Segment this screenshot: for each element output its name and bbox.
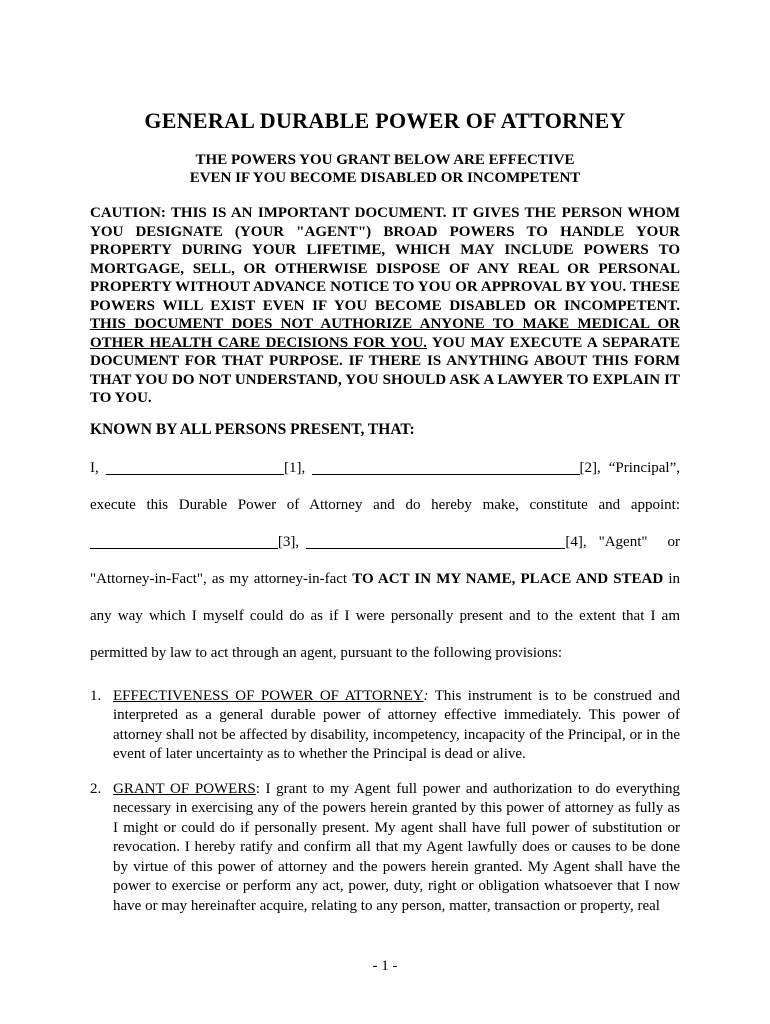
- attorney-line-pre: "Attorney-in-Fact", as my attorney-in-fact: [90, 570, 348, 587]
- attorney-line-bold: TO ACT IN MY NAME, PLACE AND STEAD: [352, 570, 664, 587]
- item-body-1: This instrument is to be construed and interpreted as a general durable power of attorney effective immediately. This power of attorney shall not be affected by disability, incompetency, incapacity of the Principal, or in the event of later uncertainty as to whether the Principal is dead or alive.: [113, 687, 680, 762]
- page-number: - 1 -: [372, 958, 398, 974]
- field-label-1: [1],: [283, 459, 306, 476]
- list-item-effectiveness: [90, 687, 680, 765]
- caution-text-underlined: THIS DOCUMENT DOES NOT AUTHORIZE ANYONE TO MAKE MEDICAL OR OTHER HEALTH CARE DECISIONS FOR YOU.: [90, 316, 680, 351]
- principal-line-suffix: “Principal”,: [608, 459, 680, 476]
- item-colon-1: :: [423, 687, 429, 704]
- blank-field-1[interactable]: [106, 474, 284, 475]
- field-label-3: [3],: [277, 533, 300, 550]
- blank-field-3[interactable]: [90, 548, 278, 549]
- document-title: GENERAL DURABLE POWER OF ATTORNEY: [144, 108, 626, 133]
- item-heading-1: EFFECTIVENESS OF POWER OF ATTORNEY: [113, 687, 424, 704]
- caution-text-post: YOU MAY EXECUTE A SEPARATE DOCUMENT FOR THAT PURPOSE. IF THERE IS ANYTHING ABOUT THIS FORM THAT YOU DO NOT UNDERSTAND, YOU SHOULD ASK A LAWYER TO EXPLAIN IT TO YOU.: [90, 334, 680, 406]
- subtitle-line-2: EVEN IF YOU BECOME DISABLED OR INCOMPETENT: [189, 170, 581, 186]
- caution-paragraph: [90, 204, 680, 408]
- principal-line: [90, 458, 680, 478]
- item-number-2: 2.: [90, 780, 102, 797]
- item-body-2: I grant to my Agent full power and authorization to do everything necessary in exercising any of the powers herein granted by this power of attorney as fully as I might or could do if personally present. My agent shall have full power of substitution or revocation. I hereby ratify and confirm all that my Agent lawfully does or causes to be done by virtue of this power of attorney and the powers herein granted. My Agent shall have the power to exercise or perform any act, power, duty, right or obligation whatsoever that I now have or may hereinafter acquire, relating to any person, matter, transaction or property, real: [113, 780, 681, 914]
- item-number-1: 1.: [90, 687, 102, 704]
- agent-line: [90, 532, 680, 552]
- blank-field-4[interactable]: [306, 548, 565, 549]
- known-heading: KNOWN BY ALL PERSONS PRESENT, THAT:: [90, 420, 415, 438]
- provisions-line: permitted by law to act through an agent, pursuant to the following provisions:: [90, 644, 562, 661]
- blank-field-2[interactable]: [312, 474, 579, 475]
- any-way-line: any way which I myself could do as if I were personally present and to the extent that I am: [90, 607, 680, 624]
- attorney-line-post: in: [668, 570, 680, 587]
- field-label-4: [4],: [565, 533, 587, 550]
- agent-word: "Agent": [598, 533, 648, 550]
- or-word: or: [667, 533, 680, 550]
- field-label-2: [2],: [579, 459, 601, 476]
- attorney-in-fact-line: [90, 569, 680, 589]
- item-colon-2: :: [255, 780, 260, 797]
- list-item-grant-of-powers: [90, 780, 680, 917]
- item-heading-2: GRANT OF POWERS: [113, 780, 256, 797]
- subtitle-line-1: THE POWERS YOU GRANT BELOW ARE EFFECTIVE: [195, 152, 575, 168]
- principal-line-prefix: I,: [90, 459, 99, 476]
- document-subtitle: [90, 151, 680, 187]
- caution-text-pre: CAUTION: THIS IS AN IMPORTANT DOCUMENT. IT GIVES THE PERSON WHOM YOU DESIGNATE (YOUR "AGENT") BROAD POWERS TO HANDLE YOUR PROPERTY DURING YOUR LIFETIME, WHICH MAY INCLUDE POWERS TO MORTGAGE, SELL, OR OTHERWISE DISPOSE OF ANY REAL OR PERSONAL PROPERTY WITHOUT ADVANCE NOTICE TO YOU OR APPROVAL BY YOU. THESE POWERS WILL EXIST EVEN IF YOU BECOME DISABLED OR INCOMPETENT.: [90, 205, 680, 314]
- execute-line: execute this Durable Power of Attorney and do hereby make, constitute and appoint:: [90, 496, 680, 513]
